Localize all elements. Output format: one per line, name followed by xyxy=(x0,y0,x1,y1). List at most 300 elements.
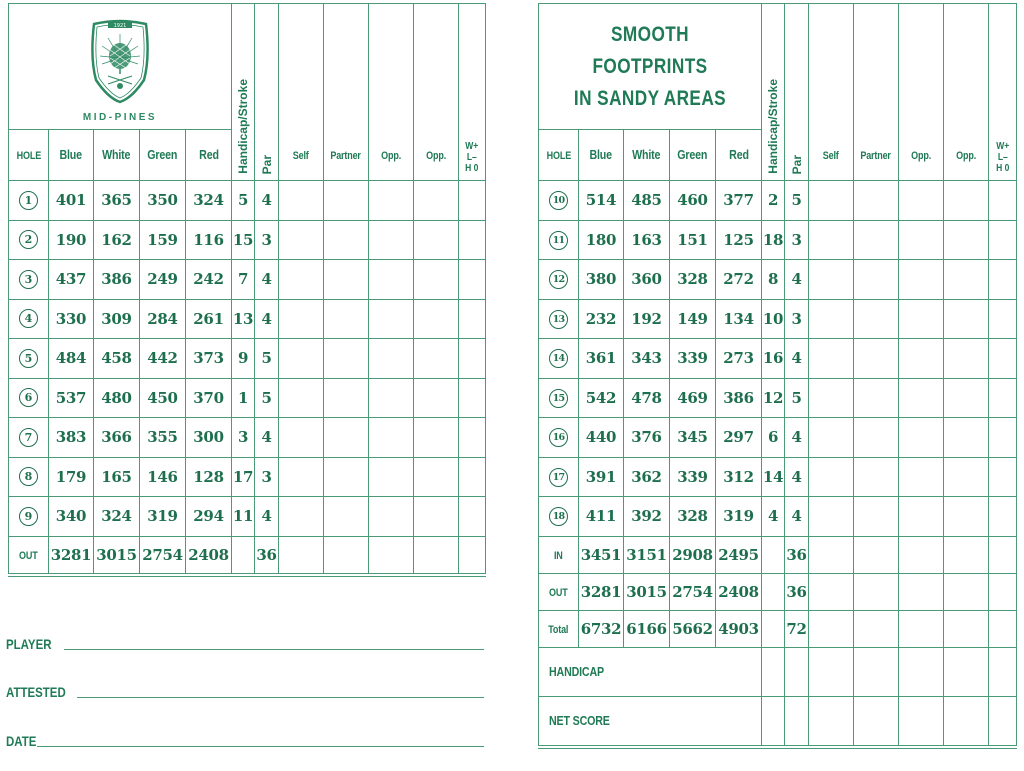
back-nine-scorecard xyxy=(538,3,1016,749)
blue-yardage: 361 xyxy=(579,339,624,379)
par-value: 5 xyxy=(255,339,279,379)
blue-yardage: 514 xyxy=(579,181,624,221)
win-loss-cell[interactable] xyxy=(989,418,1017,458)
partner-score-cell[interactable] xyxy=(854,497,899,537)
red-yardage: 128 xyxy=(186,457,232,497)
white-tee-header: White xyxy=(94,130,140,181)
opponent-1-score-cell[interactable] xyxy=(899,497,944,537)
in-label: IN xyxy=(539,536,579,573)
white-yardage: 192 xyxy=(624,299,670,339)
pine-cone-crest-icon xyxy=(88,18,152,104)
out-red-total: 2408 xyxy=(716,573,762,610)
blue-tee-header: Blue xyxy=(579,130,624,181)
handicap-value: 2 xyxy=(762,181,785,221)
self-score-cell[interactable] xyxy=(809,220,854,260)
hole-number: 7 xyxy=(19,428,38,447)
par-value: 4 xyxy=(785,457,809,497)
win-loss-cell[interactable] xyxy=(459,536,486,575)
white-yardage: 386 xyxy=(94,260,140,300)
total-blue: 6732 xyxy=(579,610,624,647)
hole-number: 16 xyxy=(549,428,568,447)
opponent-1-score-cell[interactable] xyxy=(369,378,414,418)
net-par-cell[interactable] xyxy=(785,696,809,747)
partner-score-cell[interactable] xyxy=(324,536,369,575)
hole-header: HOLE xyxy=(539,130,579,181)
partner-score-cell[interactable] xyxy=(324,339,369,379)
self-score-cell[interactable] xyxy=(279,260,324,300)
opponent-1-score-cell[interactable] xyxy=(369,299,414,339)
handicap-row xyxy=(539,647,1017,696)
partner-score-cell[interactable] xyxy=(324,299,369,339)
date-input-line[interactable] xyxy=(37,746,484,747)
in-green-total: 2908 xyxy=(670,536,716,573)
white-yardage: 309 xyxy=(94,299,140,339)
self-score-cell[interactable] xyxy=(279,536,324,575)
opponent-1-score-cell[interactable] xyxy=(369,260,414,300)
hole-number: 9 xyxy=(19,507,38,526)
hole-row-15 xyxy=(539,378,1017,418)
opponent-1-score-cell[interactable] xyxy=(899,260,944,300)
in-red-total: 2495 xyxy=(716,536,762,573)
opponent-2-score-cell[interactable] xyxy=(414,181,459,221)
par-value: 4 xyxy=(785,497,809,537)
partner-header: Partner xyxy=(854,4,899,181)
handicap-stroke-header: Handicap/Stroke xyxy=(232,4,255,181)
opponent-2-score-cell[interactable] xyxy=(414,378,459,418)
win-loss-cell[interactable] xyxy=(459,220,486,260)
opponent-2-score-cell[interactable] xyxy=(944,299,989,339)
out-label: OUT xyxy=(9,536,49,575)
opponent-2-score-cell[interactable] xyxy=(944,418,989,458)
win-loss-cell[interactable] xyxy=(989,497,1017,537)
red-yardage: 312 xyxy=(716,457,762,497)
par-value: 4 xyxy=(255,299,279,339)
total-label: Total xyxy=(539,610,579,647)
hole-row-12 xyxy=(539,260,1017,300)
opponent-2-score-cell[interactable] xyxy=(414,299,459,339)
self-score-cell[interactable] xyxy=(809,457,854,497)
self-score-cell[interactable] xyxy=(279,339,324,379)
opponent-1-score-cell[interactable] xyxy=(899,418,944,458)
hole-number: 1 xyxy=(19,191,38,210)
self-score-cell[interactable] xyxy=(279,497,324,537)
opponent-2-score-cell[interactable] xyxy=(944,339,989,379)
hole-row-10 xyxy=(539,181,1017,221)
win-loss-cell[interactable] xyxy=(989,220,1017,260)
opponent-1-header: Opp. xyxy=(369,4,414,181)
logo-cell xyxy=(9,4,232,130)
red-tee-header: Red xyxy=(186,130,232,181)
white-yardage: 392 xyxy=(624,497,670,537)
handicap-value: 9 xyxy=(232,339,255,379)
opponent-1-score-cell[interactable] xyxy=(899,378,944,418)
hole-number: 13 xyxy=(549,310,568,329)
opponent-1-score-cell[interactable] xyxy=(369,339,414,379)
opponent-1-score-cell[interactable] xyxy=(369,220,414,260)
date-signature-line[interactable] xyxy=(6,733,484,749)
self-score-cell[interactable] xyxy=(809,181,854,221)
opponent-1-score-cell[interactable] xyxy=(899,647,944,696)
opponent-2-score-cell[interactable] xyxy=(414,339,459,379)
partner-score-cell[interactable] xyxy=(854,220,899,260)
hole-row-13 xyxy=(539,299,1017,339)
in-white-total: 3151 xyxy=(624,536,670,573)
red-yardage: 324 xyxy=(186,181,232,221)
partner-score-cell[interactable] xyxy=(854,573,899,610)
total-green: 5662 xyxy=(670,610,716,647)
red-yardage: 319 xyxy=(716,497,762,537)
player-signature-line[interactable] xyxy=(6,636,484,652)
green-yardage: 151 xyxy=(670,220,716,260)
white-yardage: 376 xyxy=(624,418,670,458)
self-score-cell[interactable] xyxy=(809,378,854,418)
blue-yardage: 340 xyxy=(49,497,94,537)
green-yardage: 328 xyxy=(670,497,716,537)
hole-row-3 xyxy=(9,260,486,300)
partner-score-cell[interactable] xyxy=(854,418,899,458)
self-score-cell[interactable] xyxy=(279,418,324,458)
attested-input-line[interactable] xyxy=(77,697,484,698)
self-score-cell[interactable] xyxy=(809,647,854,696)
green-tee-header: Green xyxy=(670,130,716,181)
attested-signature-line[interactable] xyxy=(6,684,484,700)
hole-number: 12 xyxy=(549,270,568,289)
handicap-stroke-cell[interactable] xyxy=(762,647,785,696)
hole-row-6 xyxy=(9,378,486,418)
back-nine-table xyxy=(538,3,1017,749)
opponent-1-score-cell[interactable] xyxy=(899,573,944,610)
in-par-total: 36 xyxy=(785,536,809,573)
win-loss-halve-header: W+ L– H 0 xyxy=(989,4,1017,181)
opponent-2-score-cell[interactable] xyxy=(414,497,459,537)
red-yardage: 386 xyxy=(716,378,762,418)
opponent-2-score-cell[interactable] xyxy=(414,457,459,497)
hole-row-8 xyxy=(9,457,486,497)
blue-yardage: 383 xyxy=(49,418,94,458)
par-value: 3 xyxy=(255,457,279,497)
par-value: 3 xyxy=(785,220,809,260)
par-value: 4 xyxy=(255,260,279,300)
out-par-total: 36 xyxy=(785,573,809,610)
green-yardage: 339 xyxy=(670,339,716,379)
out-par-total: 36 xyxy=(255,536,279,575)
par-value: 3 xyxy=(785,299,809,339)
win-loss-cell[interactable] xyxy=(989,610,1017,647)
white-yardage: 360 xyxy=(624,260,670,300)
par-value: 4 xyxy=(785,339,809,379)
partner-score-cell[interactable] xyxy=(854,260,899,300)
blue-yardage: 179 xyxy=(49,457,94,497)
out-blue-total: 3281 xyxy=(49,536,94,575)
opponent-2-score-cell[interactable] xyxy=(944,457,989,497)
self-score-cell[interactable] xyxy=(279,299,324,339)
par-value: 4 xyxy=(255,418,279,458)
opponent-1-score-cell[interactable] xyxy=(899,457,944,497)
slogan-title: SMOOTH FOOTPRINTS IN SANDY AREAS xyxy=(573,22,727,110)
hole-number: 17 xyxy=(549,468,568,487)
win-loss-cell[interactable] xyxy=(989,181,1017,221)
out-blue-total: 3281 xyxy=(579,573,624,610)
opponent-1-score-cell[interactable] xyxy=(369,497,414,537)
green-yardage: 159 xyxy=(140,220,186,260)
partner-score-cell[interactable] xyxy=(324,378,369,418)
out-white-total: 3015 xyxy=(624,573,670,610)
partner-score-cell[interactable] xyxy=(324,457,369,497)
win-loss-cell[interactable] xyxy=(989,260,1017,300)
win-loss-halve-header: W+ L– H 0 xyxy=(459,4,486,181)
handicap-par-cell[interactable] xyxy=(785,647,809,696)
white-yardage: 366 xyxy=(94,418,140,458)
green-tee-header: Green xyxy=(140,130,186,181)
red-yardage: 294 xyxy=(186,497,232,537)
green-yardage: 442 xyxy=(140,339,186,379)
white-yardage: 163 xyxy=(624,220,670,260)
white-yardage: 362 xyxy=(624,457,670,497)
opponent-2-score-cell[interactable] xyxy=(944,647,989,696)
net-score-row xyxy=(539,696,1017,747)
handicap-value: 7 xyxy=(232,260,255,300)
partner-score-cell[interactable] xyxy=(324,220,369,260)
hole-row-9 xyxy=(9,497,486,537)
red-yardage: 261 xyxy=(186,299,232,339)
opponent-1-score-cell[interactable] xyxy=(899,696,944,747)
total-white: 6166 xyxy=(624,610,670,647)
opponent-2-score-cell[interactable] xyxy=(944,497,989,537)
handicap-value: 13 xyxy=(232,299,255,339)
handicap-value: 8 xyxy=(762,260,785,300)
net-stroke-cell[interactable] xyxy=(762,696,785,747)
self-score-cell[interactable] xyxy=(809,497,854,537)
opponent-2-score-cell[interactable] xyxy=(944,260,989,300)
out-red-total: 2408 xyxy=(186,536,232,575)
win-loss-cell[interactable] xyxy=(989,457,1017,497)
hole-number: 18 xyxy=(549,507,568,526)
partner-score-cell[interactable] xyxy=(324,418,369,458)
opponent-1-score-cell[interactable] xyxy=(899,220,944,260)
green-yardage: 450 xyxy=(140,378,186,418)
handicap-value: 5 xyxy=(232,181,255,221)
handicap-value: 12 xyxy=(762,378,785,418)
blue-yardage: 330 xyxy=(49,299,94,339)
win-loss-cell[interactable] xyxy=(459,299,486,339)
self-score-cell[interactable] xyxy=(809,299,854,339)
win-loss-cell[interactable] xyxy=(459,457,486,497)
self-score-cell[interactable] xyxy=(279,181,324,221)
hole-number: 5 xyxy=(19,349,38,368)
win-loss-cell[interactable] xyxy=(459,260,486,300)
red-yardage: 370 xyxy=(186,378,232,418)
par-value: 4 xyxy=(255,497,279,537)
win-loss-cell[interactable] xyxy=(459,497,486,537)
opponent-2-score-cell[interactable] xyxy=(944,573,989,610)
partner-score-cell[interactable] xyxy=(854,457,899,497)
partner-score-cell[interactable] xyxy=(324,497,369,537)
opponent-1-score-cell[interactable] xyxy=(369,457,414,497)
white-yardage: 165 xyxy=(94,457,140,497)
par-value: 5 xyxy=(255,378,279,418)
opponent-2-score-cell[interactable] xyxy=(414,260,459,300)
white-yardage: 343 xyxy=(624,339,670,379)
win-loss-cell[interactable] xyxy=(989,536,1017,573)
white-yardage: 162 xyxy=(94,220,140,260)
self-score-cell[interactable] xyxy=(279,457,324,497)
handicap-value: 1 xyxy=(232,378,255,418)
handicap-value: 18 xyxy=(762,220,785,260)
self-header: Self xyxy=(809,4,854,181)
green-yardage: 345 xyxy=(670,418,716,458)
win-loss-cell[interactable] xyxy=(459,378,486,418)
hole-row-11 xyxy=(539,220,1017,260)
in-blue-total: 3451 xyxy=(579,536,624,573)
win-loss-cell[interactable] xyxy=(459,181,486,221)
opponent-2-score-cell[interactable] xyxy=(944,181,989,221)
self-score-cell[interactable] xyxy=(279,220,324,260)
opponent-2-score-cell[interactable] xyxy=(944,536,989,573)
hole-row-17 xyxy=(539,457,1017,497)
opponent-2-score-cell[interactable] xyxy=(944,220,989,260)
par-value: 3 xyxy=(255,220,279,260)
opponent-2-score-cell[interactable] xyxy=(414,220,459,260)
self-score-cell[interactable] xyxy=(279,378,324,418)
par-header: Par xyxy=(255,4,279,181)
win-loss-cell[interactable] xyxy=(989,647,1017,696)
opponent-1-score-cell[interactable] xyxy=(899,181,944,221)
green-yardage: 355 xyxy=(140,418,186,458)
opponent-1-score-cell[interactable] xyxy=(369,418,414,458)
red-yardage: 300 xyxy=(186,418,232,458)
blue-yardage: 190 xyxy=(49,220,94,260)
self-score-cell[interactable] xyxy=(809,536,854,573)
opponent-1-score-cell[interactable] xyxy=(899,299,944,339)
par-value: 4 xyxy=(785,418,809,458)
partner-score-cell[interactable] xyxy=(854,647,899,696)
white-yardage: 365 xyxy=(94,181,140,221)
self-score-cell[interactable] xyxy=(809,418,854,458)
win-loss-cell[interactable] xyxy=(989,696,1017,747)
red-yardage: 116 xyxy=(186,220,232,260)
self-score-cell[interactable] xyxy=(809,260,854,300)
green-yardage: 350 xyxy=(140,181,186,221)
white-yardage: 480 xyxy=(94,378,140,418)
green-yardage: 460 xyxy=(670,181,716,221)
blue-yardage: 401 xyxy=(49,181,94,221)
opponent-2-score-cell[interactable] xyxy=(944,610,989,647)
self-score-cell[interactable] xyxy=(809,610,854,647)
opponent-2-score-cell[interactable] xyxy=(414,536,459,575)
out-handicap-cell xyxy=(232,536,255,575)
opponent-2-score-cell[interactable] xyxy=(944,696,989,747)
handicap-label: HANDICAP xyxy=(539,647,762,696)
hole-number: 4 xyxy=(19,309,38,328)
partner-score-cell[interactable] xyxy=(854,339,899,379)
blue-yardage: 391 xyxy=(579,457,624,497)
handicap-value: 17 xyxy=(232,457,255,497)
out-total-row xyxy=(539,573,1017,610)
red-yardage: 272 xyxy=(716,260,762,300)
green-yardage: 284 xyxy=(140,299,186,339)
out-total-row xyxy=(9,536,486,575)
self-score-cell[interactable] xyxy=(809,573,854,610)
win-loss-cell[interactable] xyxy=(989,378,1017,418)
par-value: 4 xyxy=(785,260,809,300)
opponent-2-score-cell[interactable] xyxy=(414,418,459,458)
partner-score-cell[interactable] xyxy=(854,610,899,647)
opponent-1-score-cell[interactable] xyxy=(369,536,414,575)
white-tee-header: White xyxy=(624,130,670,181)
opponent-1-score-cell[interactable] xyxy=(899,339,944,379)
opponent-1-score-cell[interactable] xyxy=(369,181,414,221)
in-total-row xyxy=(539,536,1017,573)
red-yardage: 273 xyxy=(716,339,762,379)
green-yardage: 339 xyxy=(670,457,716,497)
green-yardage: 249 xyxy=(140,260,186,300)
opponent-2-header: Opp. xyxy=(944,4,989,181)
grand-total-row xyxy=(539,610,1017,647)
blue-yardage: 437 xyxy=(49,260,94,300)
total-red: 4903 xyxy=(716,610,762,647)
red-yardage: 242 xyxy=(186,260,232,300)
blue-yardage: 484 xyxy=(49,339,94,379)
self-score-cell[interactable] xyxy=(809,339,854,379)
svg-text:1921: 1921 xyxy=(113,23,127,30)
win-loss-cell[interactable] xyxy=(989,299,1017,339)
white-yardage: 478 xyxy=(624,378,670,418)
net-score-label: NET SCORE xyxy=(539,696,762,747)
opponent-1-score-cell[interactable] xyxy=(899,536,944,573)
red-yardage: 297 xyxy=(716,418,762,458)
handicap-value: 14 xyxy=(762,457,785,497)
partner-score-cell[interactable] xyxy=(324,260,369,300)
handicap-value: 11 xyxy=(232,497,255,537)
partner-score-cell[interactable] xyxy=(854,181,899,221)
partner-score-cell[interactable] xyxy=(854,299,899,339)
hole-number: 10 xyxy=(549,191,568,210)
hole-number: 15 xyxy=(549,389,568,408)
red-tee-header: Red xyxy=(716,130,762,181)
hole-row-2 xyxy=(9,220,486,260)
opponent-2-score-cell[interactable] xyxy=(944,378,989,418)
partner-score-cell[interactable] xyxy=(854,378,899,418)
opponent-1-score-cell[interactable] xyxy=(899,610,944,647)
partner-score-cell[interactable] xyxy=(324,181,369,221)
green-yardage: 328 xyxy=(670,260,716,300)
blue-yardage: 232 xyxy=(579,299,624,339)
win-loss-cell[interactable] xyxy=(989,573,1017,610)
green-yardage: 146 xyxy=(140,457,186,497)
red-yardage: 125 xyxy=(716,220,762,260)
opponent-1-header: Opp. xyxy=(899,4,944,181)
win-loss-cell[interactable] xyxy=(459,418,486,458)
win-loss-cell[interactable] xyxy=(459,339,486,379)
self-score-cell[interactable] xyxy=(809,696,854,747)
par-value: 5 xyxy=(785,378,809,418)
total-handicap-cell xyxy=(762,610,785,647)
partner-header: Partner xyxy=(324,4,369,181)
hole-number: 2 xyxy=(19,230,38,249)
club-name: MID-PINES xyxy=(82,112,158,123)
hole-row-18 xyxy=(539,497,1017,537)
hole-number: 11 xyxy=(549,231,568,250)
partner-score-cell[interactable] xyxy=(854,696,899,747)
handicap-value: 6 xyxy=(762,418,785,458)
handicap-value: 3 xyxy=(232,418,255,458)
player-input-line[interactable] xyxy=(64,649,484,650)
hole-row-1 xyxy=(9,181,486,221)
green-yardage: 319 xyxy=(140,497,186,537)
partner-score-cell[interactable] xyxy=(854,536,899,573)
win-loss-cell[interactable] xyxy=(989,339,1017,379)
player-label: PLAYER xyxy=(6,636,52,652)
